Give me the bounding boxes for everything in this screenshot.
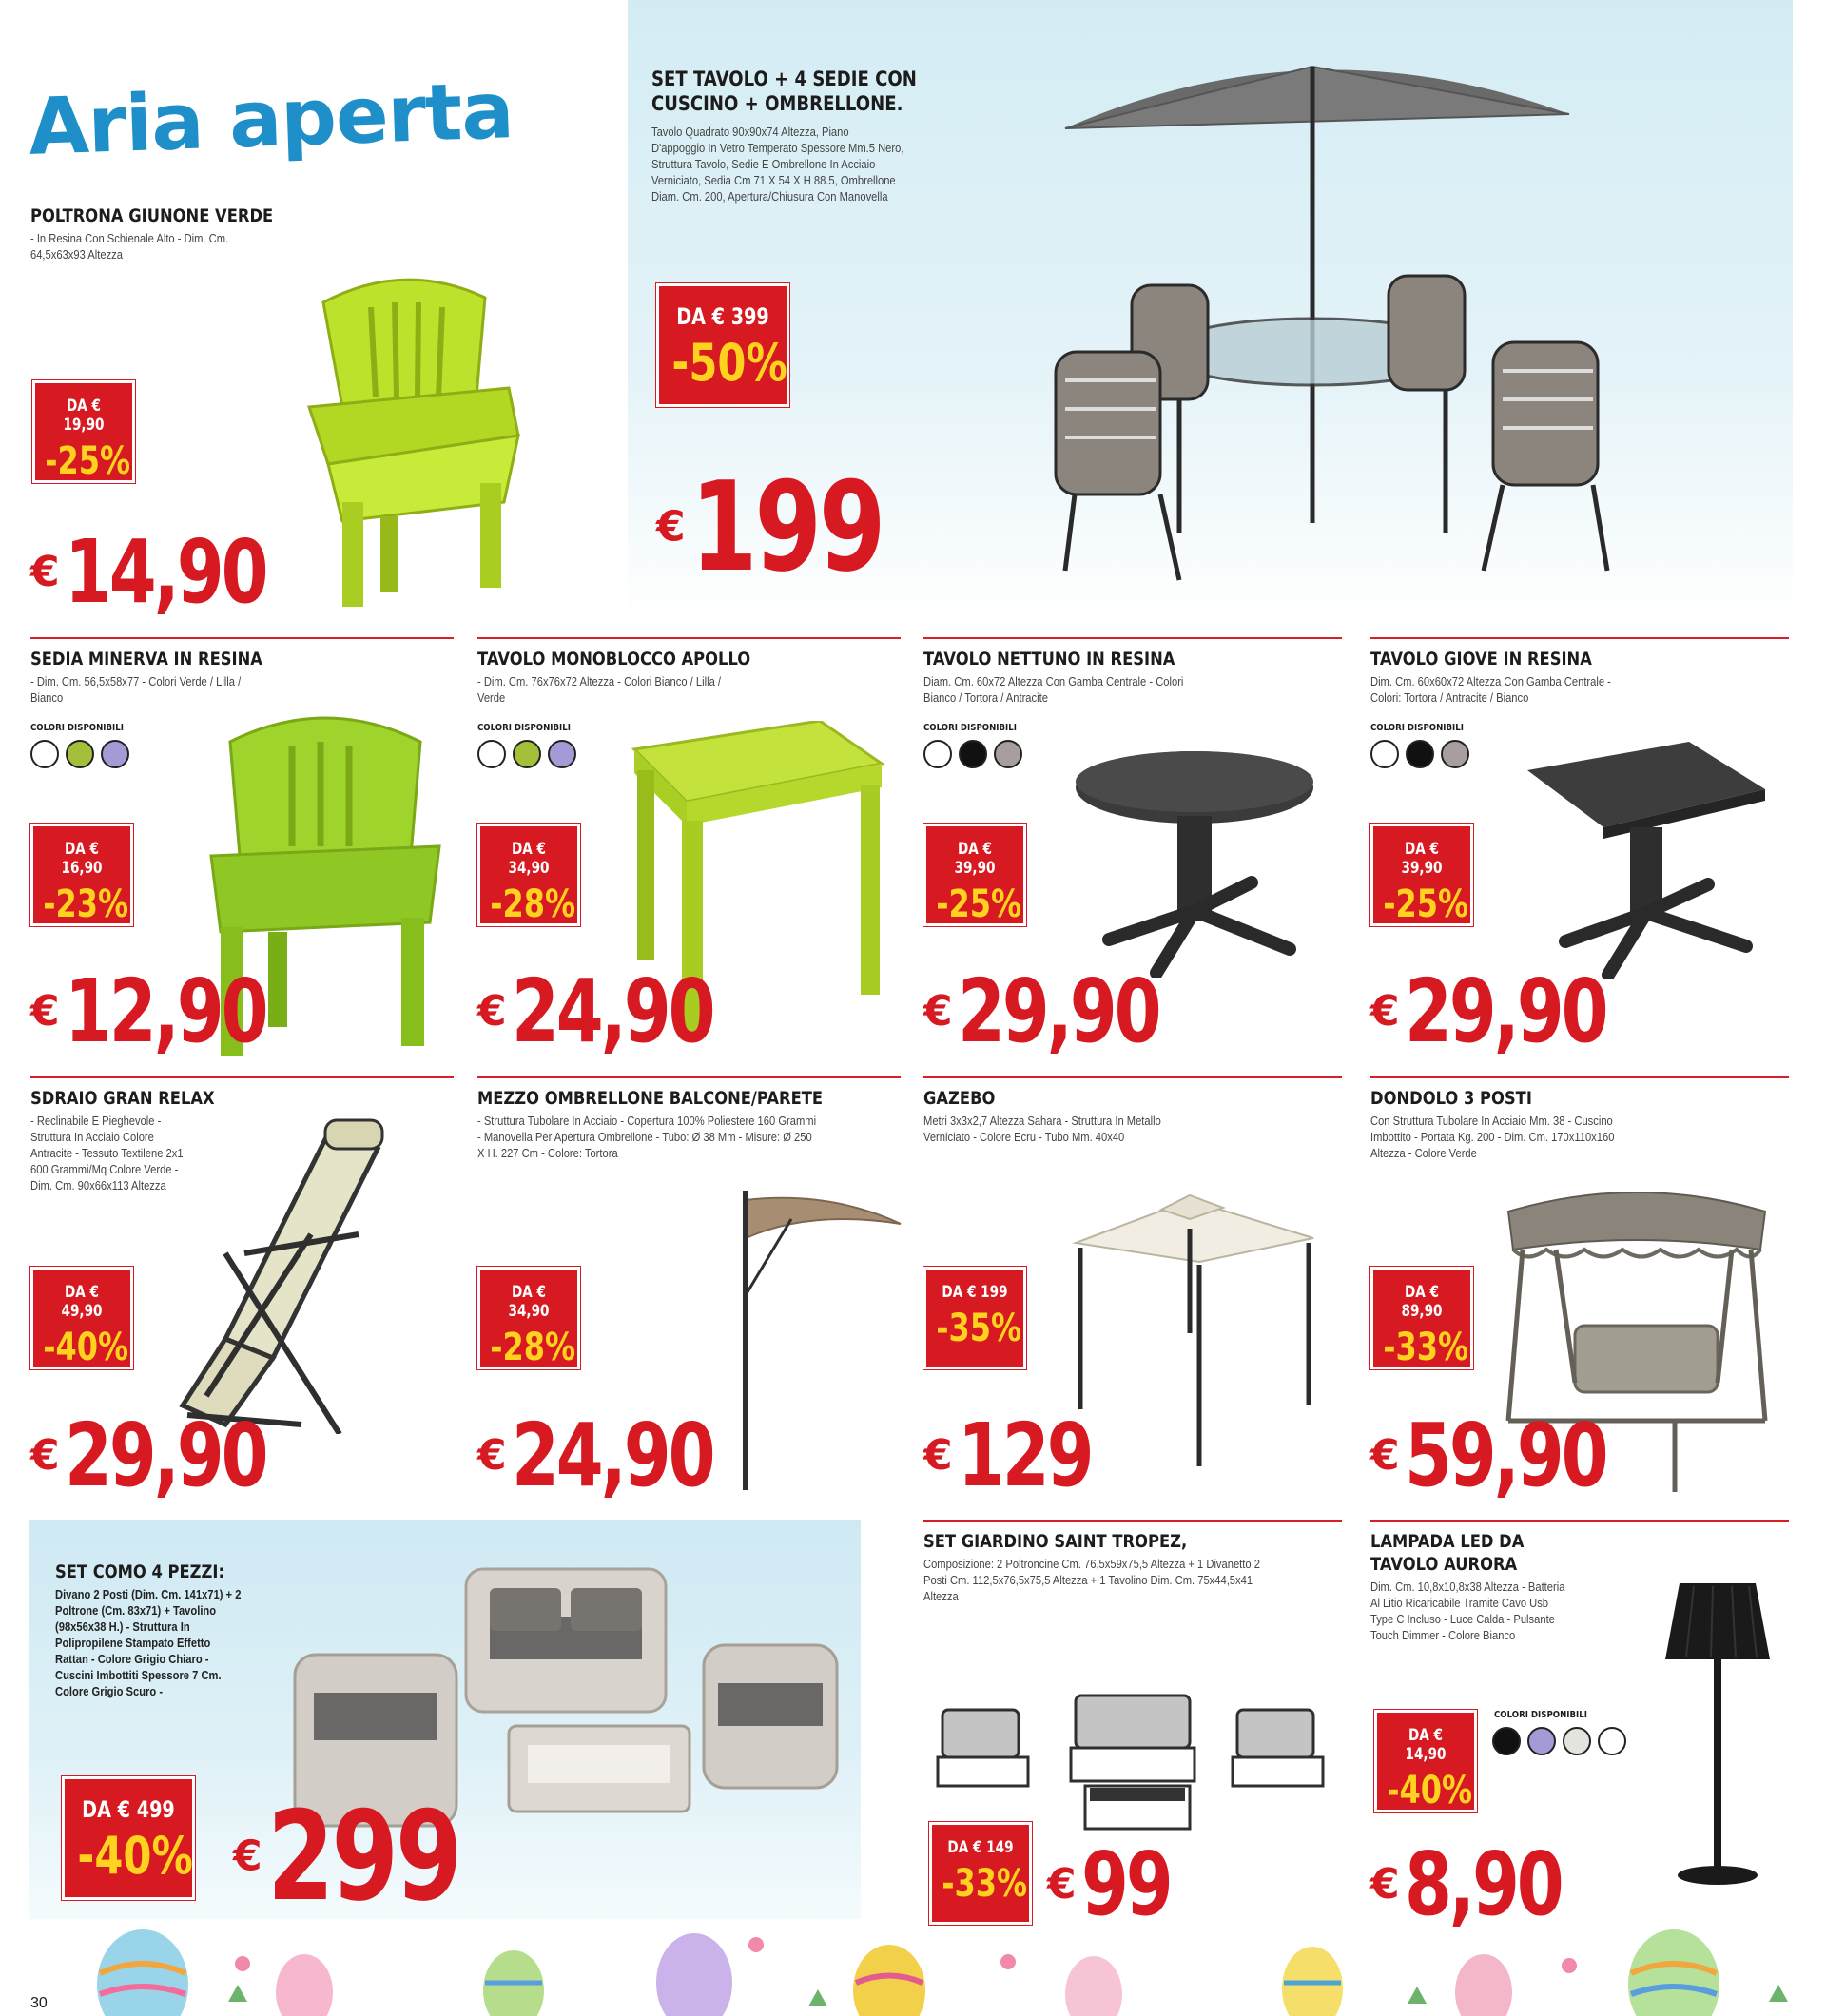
product-name: SET COMO 4 PEZZI:: [55, 1561, 224, 1582]
was-price: DA € 399: [676, 303, 769, 330]
discount-percent: -28%: [490, 1326, 576, 1369]
product-description: - Dim. Cm. 56,5x58x77 - Colori Verde / Lilla / Bianco: [30, 674, 242, 705]
color-swatch-black[interactable]: [1492, 1727, 1521, 1755]
product-name: MEZZO OMBRELLONE BALCONE/PARETE: [477, 1088, 824, 1109]
price: [656, 455, 938, 599]
currency-symbol: €: [1370, 1431, 1400, 1480]
divider: [477, 1076, 901, 1078]
divider: [923, 637, 1342, 639]
price: [30, 960, 322, 1062]
discount-badge: [62, 1776, 195, 1900]
discount-badge: [1370, 1267, 1473, 1369]
product-name: POLTRONA GIUNONE VERDE: [30, 205, 274, 226]
was-price: DA € 199: [942, 1283, 1008, 1302]
price: [1047, 1833, 1195, 1935]
product-description: Tavolo Quadrato 90x90x74 Altezza, Piano D'appoggio In Vetro Temperato Spessore Mm.5 Nero, Struttura Tavolo, Sedie E Ombrellone In Acciaio Verniciato, Sedia Cm 71 X 54 X H 88.5, Ombrellone Diam. Cm. 200, Apertura/Chiusura Con Manovella: [651, 125, 904, 204]
product-description: Dim. Cm. 10,8x10,8x38 Altezza - Batteria Al Litio Ricaricabile Tramite Cavo Usb Type C Incluso - Luce Calda - Pulsante Touch Dimmer - Colore Bianco: [1370, 1580, 1565, 1642]
discount-badge: [1374, 1710, 1477, 1812]
color-swatch-lilac[interactable]: [548, 740, 576, 768]
discount-percent: -50%: [671, 333, 787, 393]
color-swatches: [1492, 1727, 1626, 1755]
was-price: DA € 149: [947, 1838, 1014, 1857]
product-name: TAVOLO MONOBLOCCO APOLLO: [477, 649, 751, 669]
product-set-saint-tropez[interactable]: [923, 1520, 1342, 1935]
discount-badge: [656, 283, 789, 407]
product-description: Divano 2 Posti (Dim. Cm. 141x71) + 2 Poltrone (Cm. 83x71) + Tavolino (98x56x38 H.) - Struttura In Polipropilene Stampato Effetto Rattan - Colore Grigio Chiaro - Cuscini Imbottiti Spessore 7 Cm. Colore Grigio Scuro -: [55, 1587, 242, 1698]
color-swatches: [923, 740, 1022, 768]
product-description: - Reclinabile E Pieghevole - Struttura In Acciaio Colore Antracite - Tessuto Textilene 2x1 600 Grammi/Mq Colore Verde - Dim. Cm. 90x66x113 Altezza: [30, 1114, 184, 1192]
colors-label: COLORI DISPONIBILI: [1370, 723, 1464, 733]
discount-badge: [30, 1267, 133, 1369]
divider: [923, 1520, 1342, 1522]
currency-symbol: €: [923, 1431, 953, 1480]
currency-symbol: €: [30, 987, 60, 1036]
discount-percent: -40%: [43, 1326, 129, 1369]
product-name: SEDIA MINERVA IN RESINA: [30, 649, 262, 669]
section-title: Aria aperta: [27, 66, 515, 173]
discount-badge: [923, 1267, 1026, 1369]
price: [30, 1405, 322, 1506]
price-amount: 99: [1081, 1833, 1171, 1935]
color-swatch-lilac[interactable]: [101, 740, 129, 768]
product-description: Dim. Cm. 60x60x72 Altezza Con Gamba Centrale - Colori: Tortora / Antracite / Bianco: [1370, 674, 1611, 705]
discount-percent: -40%: [77, 1826, 193, 1886]
divider: [1370, 1520, 1789, 1522]
color-swatch-white[interactable]: [1370, 740, 1399, 768]
was-price: DA € 39,90: [1401, 840, 1443, 878]
product-name-line2: TAVOLO AURORA: [1370, 1554, 1518, 1575]
was-price: DA € 499: [82, 1796, 175, 1823]
color-swatches: [1370, 740, 1469, 768]
price-amount: 59,90: [1405, 1405, 1606, 1506]
product-description: - Dim. Cm. 76x76x72 Altezza - Colori Bianco / Lilla / Verde: [477, 674, 721, 705]
discount-percent: -40%: [1387, 1769, 1473, 1812]
color-swatch-white[interactable]: [477, 740, 506, 768]
price-amount: 129: [958, 1405, 1092, 1506]
square-table-image: [1518, 742, 1775, 979]
color-swatch-white[interactable]: [923, 740, 952, 768]
price-amount: 199: [690, 455, 884, 599]
discount-badge: [30, 824, 133, 926]
product-name: GAZEBO: [923, 1088, 996, 1109]
price-amount: 12,90: [65, 960, 266, 1062]
product-name-line2: CUSCINO + OMBRELLONE.: [651, 92, 903, 115]
green-armchair-image: [290, 264, 533, 616]
color-swatch-lilac[interactable]: [1527, 1727, 1556, 1755]
product-description: Metri 3x3x2,7 Altezza Sahara - Struttura In Metallo Verniciato - Colore Ecru - Tubo Mm. 40x40: [923, 1114, 1161, 1144]
price-amount: 29,90: [958, 960, 1159, 1062]
product-name: TAVOLO GIOVE IN RESINA: [1370, 649, 1592, 669]
was-price: DA € 34,90: [508, 840, 550, 878]
price-amount: 8,90: [1405, 1833, 1562, 1935]
product-description: Composizione: 2 Poltroncine Cm. 76,5x59x75,5 Altezza + 1 Divanetto 2 Posti Cm. 112,5x76,5x75,5 Altezza + 1 Tavolino Dim. Cm. 75x44,5x41 Altezza: [923, 1557, 1260, 1603]
price: [923, 960, 1215, 1062]
divider: [477, 637, 901, 639]
divider: [30, 1076, 454, 1078]
color-swatch-taupe[interactable]: [994, 740, 1022, 768]
was-price: DA € 19,90: [63, 397, 105, 435]
divider: [923, 1076, 1342, 1078]
product-description: Con Struttura Tubolare In Acciaio Mm. 38 - Cuscino Imbottito - Portata Kg. 200 - Dim. Cm. 170x110x160 Altezza - Colore Verde: [1370, 1114, 1615, 1160]
price: [1370, 1833, 1605, 1935]
color-swatches: [477, 740, 576, 768]
discount-badge: [477, 1267, 580, 1369]
price: [923, 1405, 1129, 1506]
divider: [1370, 637, 1789, 639]
garden-set-image: [933, 1691, 1332, 1833]
product-name: SET GIARDINO SAINT TROPEZ,: [923, 1531, 1188, 1552]
currency-symbol: €: [477, 1431, 507, 1480]
currency-symbol: €: [1047, 1860, 1077, 1909]
product-description: - In Resina Con Schienale Alto - Dim. Cm. 64,5x63x93 Altezza: [30, 231, 229, 262]
price-amount: 24,90: [512, 1405, 713, 1506]
product-name: DONDOLO 3 POSTI: [1370, 1088, 1532, 1109]
led-lamp-image: [1656, 1579, 1779, 1892]
product-dondolo[interactable]: [1370, 1076, 1789, 1514]
product-name-line1: LAMPADA LED DA: [1370, 1531, 1525, 1552]
discount-percent: -28%: [490, 882, 576, 926]
round-table-image: [1071, 749, 1328, 978]
price-amount: 14,90: [65, 521, 266, 623]
colors-label: COLORI DISPONIBILI: [923, 723, 1017, 733]
color-swatches: [30, 740, 129, 768]
color-swatch-white[interactable]: [30, 740, 59, 768]
discount-percent: -33%: [942, 1862, 1028, 1906]
was-price: DA € 39,90: [954, 840, 996, 878]
colors-label: COLORI DISPONIBILI: [477, 723, 571, 733]
price-amount: 29,90: [65, 1405, 266, 1506]
color-swatch-black[interactable]: [1406, 740, 1434, 768]
price: [1370, 1405, 1662, 1506]
divider: [1370, 1076, 1789, 1078]
currency-symbol: €: [1370, 987, 1400, 1036]
price-amount: 29,90: [1405, 960, 1606, 1062]
product-description: Diam. Cm. 60x72 Altezza Con Gamba Centrale - Colori Bianco / Tortora / Antracite: [923, 674, 1184, 705]
price: [1370, 960, 1662, 1062]
color-swatch-green[interactable]: [513, 740, 541, 768]
currency-symbol: €: [30, 548, 60, 596]
discount-badge: [477, 824, 580, 926]
product-tavolo-giove[interactable]: [1370, 637, 1789, 1075]
price-amount: 299: [267, 1784, 460, 1929]
product-sdraio-gran-relax[interactable]: [30, 1076, 454, 1514]
divider: [30, 637, 454, 639]
color-swatch-taupe[interactable]: [1441, 740, 1469, 768]
product-gazebo[interactable]: [923, 1076, 1342, 1514]
currency-symbol: €: [477, 987, 507, 1036]
discount-percent: -33%: [1383, 1326, 1469, 1369]
price: [477, 960, 769, 1062]
discount-percent: -23%: [43, 882, 129, 926]
patio-set-image: [1037, 38, 1759, 609]
currency-symbol: €: [30, 1431, 60, 1480]
easter-decoration: [0, 1926, 1826, 2016]
color-swatch-green[interactable]: [66, 740, 94, 768]
price: [477, 1405, 769, 1506]
price-amount: 24,90: [512, 960, 713, 1062]
discount-percent: -25%: [936, 882, 1022, 926]
product-name: SDRAIO GRAN RELAX: [30, 1088, 215, 1109]
was-price: DA € 14,90: [1405, 1726, 1447, 1764]
discount-badge: [32, 380, 135, 483]
price: [233, 1784, 515, 1929]
discount-percent: -25%: [1383, 882, 1469, 926]
was-price: DA € 49,90: [61, 1283, 103, 1321]
discount-percent: -35%: [936, 1307, 1022, 1350]
currency-symbol: €: [656, 502, 686, 552]
product-mezzo-ombrellone[interactable]: [477, 1076, 901, 1514]
color-swatch-grey[interactable]: [1563, 1727, 1591, 1755]
was-price: DA € 89,90: [1401, 1283, 1443, 1321]
product-description: - Struttura Tubolare In Acciaio - Copertura 100% Poliestere 160 Grammi - Manovella Per Apertura Ombrellone - Tubo: Ø 38 Mm - Misure: Ø 250 X H. 227 Cm - Colore: Tortora: [477, 1114, 817, 1160]
product-sedia-minerva[interactable]: [30, 637, 454, 1075]
discount-badge: [923, 824, 1026, 926]
currency-symbol: €: [923, 987, 953, 1036]
currency-symbol: €: [233, 1832, 262, 1881]
price: [30, 521, 322, 623]
discount-percent: -25%: [45, 439, 131, 483]
colors-label: COLORI DISPONIBILI: [1494, 1710, 1587, 1720]
page-number: 30: [30, 1995, 48, 2011]
colors-label: COLORI DISPONIBILI: [30, 723, 124, 733]
product-lampada-aurora[interactable]: [1370, 1520, 1789, 1935]
was-price: DA € 34,90: [508, 1283, 550, 1321]
color-swatch-white[interactable]: [1598, 1727, 1626, 1755]
was-price: DA € 16,90: [61, 840, 103, 878]
product-tavolo-apollo[interactable]: [477, 637, 901, 1075]
discount-badge: [1370, 824, 1473, 926]
product-name-line1: SET TAVOLO + 4 SEDIE CON: [651, 68, 917, 90]
discount-badge: [929, 1822, 1032, 1925]
reclining-chair-image: [168, 1111, 454, 1434]
product-tavolo-nettuno[interactable]: [923, 637, 1342, 1075]
product-name: TAVOLO NETTUNO IN RESINA: [923, 649, 1175, 669]
currency-symbol: €: [1370, 1860, 1400, 1909]
easter-egg-icon: [97, 1929, 188, 2016]
color-swatch-black[interactable]: [959, 740, 987, 768]
